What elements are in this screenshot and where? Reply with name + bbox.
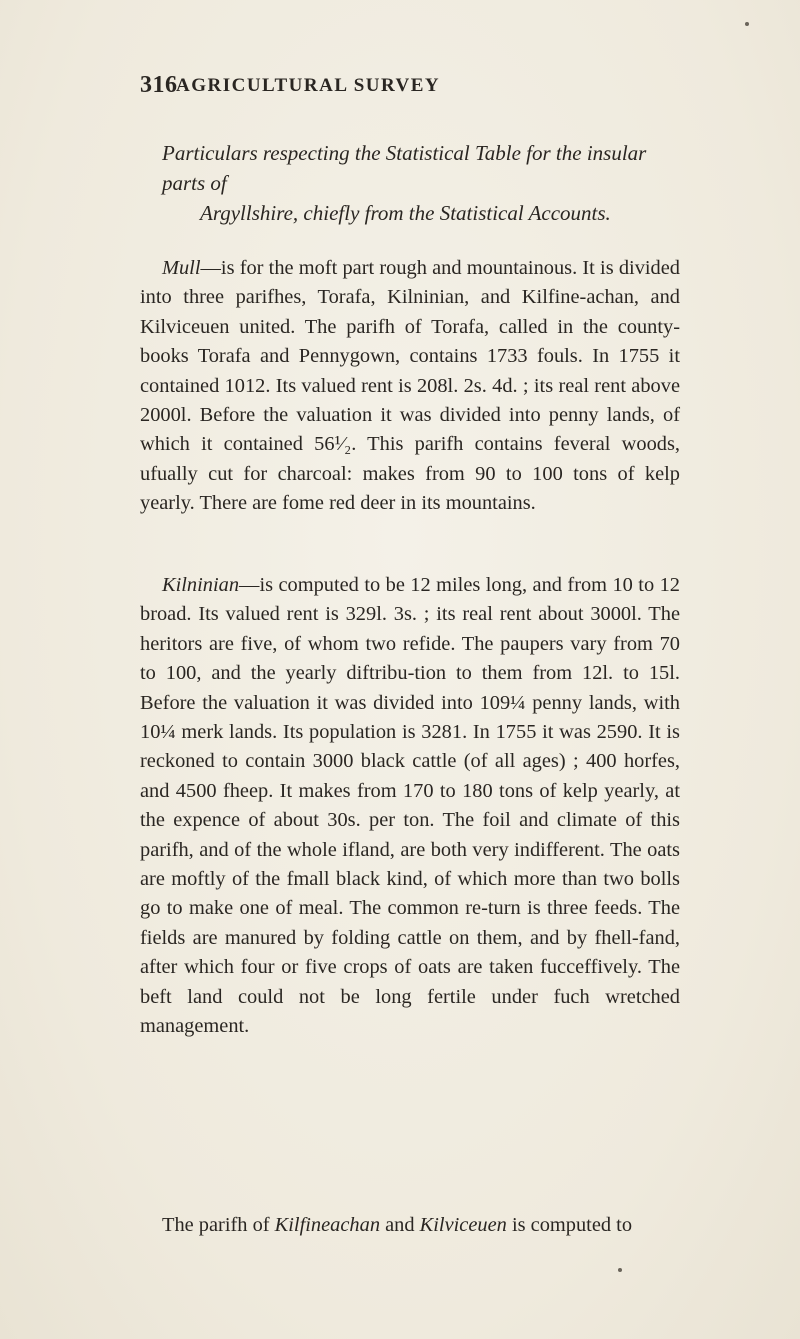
section-heading — [162, 138, 682, 228]
running-title: AGRICULTURAL SURVEY — [176, 75, 441, 96]
paragraph-lead-kilfineachan: Kilfineachan — [274, 1214, 381, 1236]
section-heading-line-2: Argyllshire, chiefly from the Statistical Accounts. — [200, 201, 611, 225]
paragraph-lead-kilninian: Kilninian — [162, 574, 240, 596]
paragraph-lead-kilviceuen: Kilviceuen — [419, 1214, 507, 1236]
paragraph-lead-mull: Mull — [162, 257, 201, 279]
paragraph-text-mull: —is for the moft part rough and mountainous. It is divided into three parifhes, Torafa, Kilninian, and Kilfine-achan, and Kilviceuen united. The parifh of Torafa, called in the county-books Torafa and Pennygown, contains 1733 fouls. In 1755 it contained 1012. Its valued rent is 208l. 2s. 4d. ; its real rent above 2000l. Before the valuation it was divided into penny lands, of which it contained 56¹⁄₂. This parifh contains feveral woods, ufually cut for charcoal: makes from 90 to 100 tons of kelp yearly. There are fome red deer in its mountains. — [140, 257, 680, 515]
paragraph-mull — [140, 254, 680, 519]
paragraph-kilfineachan — [140, 1211, 680, 1240]
paragraph-text-kilfineachan: is computed to — [506, 1214, 633, 1236]
paragraph-kilninian — [140, 571, 680, 1042]
paper-speck — [745, 22, 749, 26]
running-head — [140, 72, 700, 102]
section-heading-line-1: Particulars respecting the Statistical Table for the insular parts of — [162, 141, 647, 195]
paper-speck — [618, 1268, 622, 1272]
paragraph-pre-kilfineachan: The parifh of — [162, 1214, 275, 1236]
paragraph-mid-kilfineachan: and — [380, 1214, 420, 1236]
page-number: 316 — [140, 72, 178, 98]
paragraph-text-kilninian: —is computed to be 12 miles long, and from 10 to 12 broad. Its valued rent is 329l. 3s. ; its real rent about 3000l. The heritors are five, of whom two refide. The paupers vary from 70 to 100, and the yearly diftribu-tion to them from 12l. to 15l. Before the valuation it was divided into 109¼ penny lands, with 10¼ merk lands. Its population is 3281. In 1755 it was 2590. It is reckoned to contain 3000 black cattle (of all ages) ; 400 horfes, and 4500 fheep. It makes from 170 to 180 tons of kelp yearly, at the expence of about 30s. per ton. The foil and climate of this parifh, and of the whole ifland, are both very indifferent. The oats are moftly of the fmall black kind, of which more than two bolls go to make one of meal. The common re-turn is three feeds. The fields are manured by folding cattle on them, and by fhell-fand, after which four or five crops of oats are taken fucceffively. The beft land could not be long fertile under fuch wretched management. — [140, 574, 680, 1038]
